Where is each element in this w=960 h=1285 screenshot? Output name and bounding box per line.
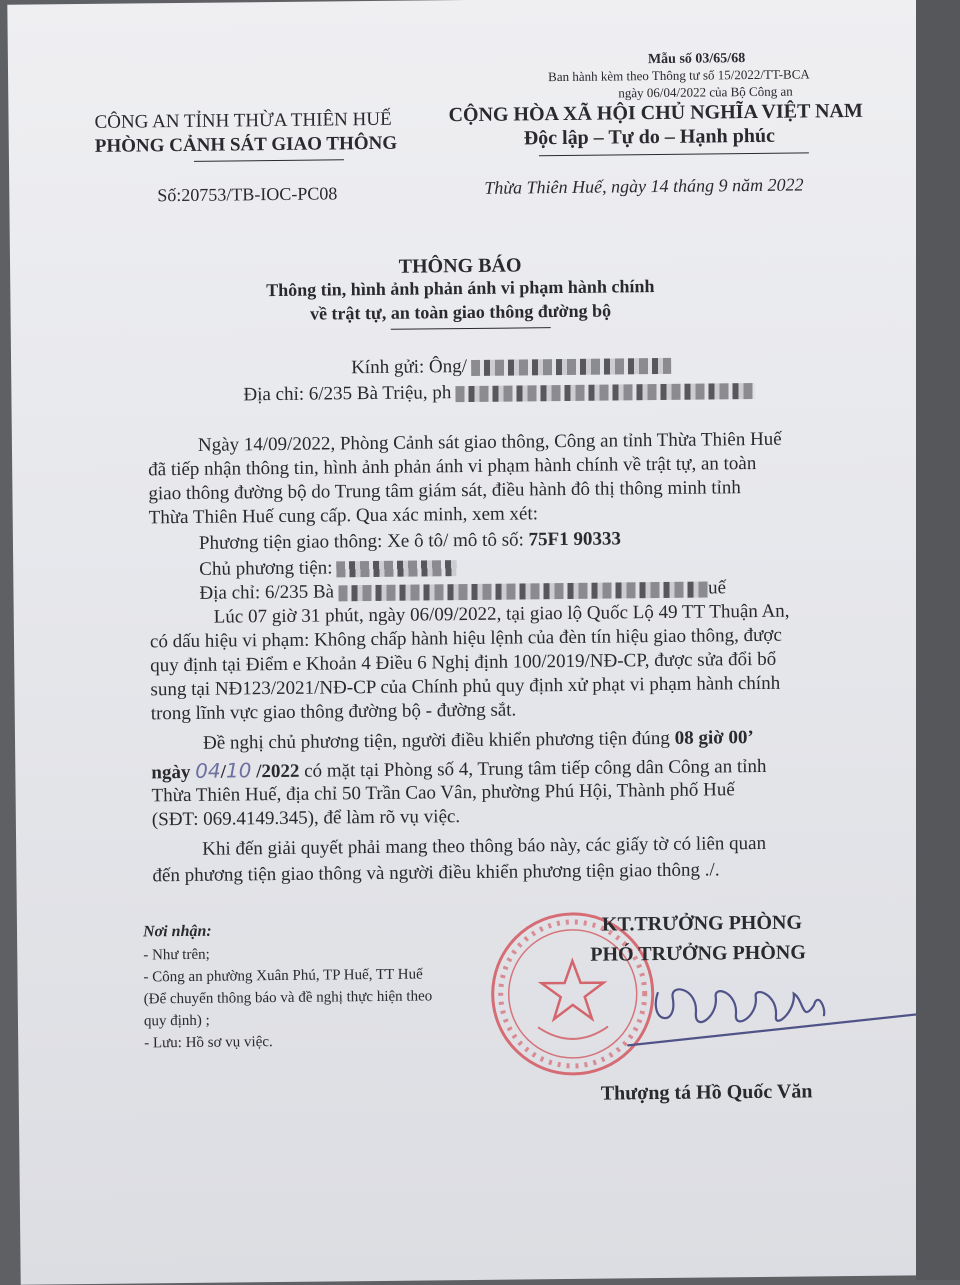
document-number: Số:20753/TB-IOC-PC08 <box>157 183 338 206</box>
signatory-title-2: PHÓ TRƯỞNG PHÒNG <box>590 941 806 966</box>
agency-name: CÔNG AN TỈNH THỪA THIÊN HUẾ <box>94 108 392 133</box>
document-subtitle-1: Thông tin, hình ảnh phản ánh vi phạm hành chính <box>266 276 655 301</box>
date-separator: / <box>220 761 227 783</box>
recipients-item-1: - Như trên; <box>143 946 210 964</box>
recipients-item-5: - Lưu: Hồ sơ vụ việc. <box>144 1034 273 1052</box>
redacted-owner-address <box>338 581 708 601</box>
appointment-location: có mặt tại Phòng số 4, Trung tâm tiếp công dân Công an tỉnh <box>299 755 767 782</box>
body-p2-l1: Lúc 07 giờ 31 phút, ngày 06/09/2022, tại giao lộ Quốc Lộ 49 TT Thuận An, <box>213 600 790 628</box>
background-edge <box>916 0 960 1280</box>
redacted-owner <box>336 560 456 577</box>
appointment-time: 08 giờ 00’ <box>674 727 754 749</box>
recipients-item-2: - Công an phường Xuân Phú, TP Huế, TT Huế <box>143 966 423 986</box>
signatory-title-1: KT.TRƯỞNG PHÒNG <box>601 911 803 936</box>
recipients-heading: Nơi nhận: <box>142 922 212 941</box>
handwritten-month: 10 <box>225 758 252 783</box>
body-p4-l1: Khi đến giải quyết phải mang theo thông báo này, các giấy tờ có liên quan <box>202 832 767 860</box>
body-p3-l3: Thừa Thiên Huế, địa chỉ 50 Trần Cao Vân, phường Phú Hội, Thành phố Huế <box>151 779 735 807</box>
signer-name: Thượng tá Hồ Quốc Văn <box>600 1080 813 1105</box>
body-p1-l3: giao thông đường bộ do Trung tâm giám sát, điều hành đô thị thông minh tỉnh <box>148 477 741 505</box>
appointment-year: /2022 <box>251 760 300 783</box>
owner-line <box>199 556 457 581</box>
recipient-label: Kính gửi: Ông/ <box>351 356 468 379</box>
form-issued-line: Ban hành kèm theo Thông tư số 15/2022/TT-BCA <box>548 66 810 85</box>
redacted-name <box>471 358 671 376</box>
form-number: Mẫu số 03/65/68 <box>647 51 746 68</box>
body-p1-l4: Thừa Thiên Huế cung cấp. Qua xác minh, xem xét: <box>148 503 539 529</box>
body-p2-l4: sung tại NĐ123/2021/NĐ-CP của Chính phủ quy định xử phạt vi phạm hành chính <box>150 672 781 701</box>
owner-address-line <box>199 577 726 605</box>
document-subtitle-2: về trật tự, an toàn giao thông đường bộ <box>309 300 612 324</box>
recipient-address-label: Địa chỉ: 6/235 Bà Triệu, ph <box>243 382 452 406</box>
department-name: PHÒNG CẢNH SÁT GIAO THÔNG <box>94 132 398 157</box>
body-p2-l5: trong lĩnh vực giao thông đường bộ - đường sắt. <box>150 699 517 725</box>
appointment-request: Đề nghị chủ phương tiện, người điều khiển phương tiện đúng <box>202 727 675 754</box>
handwritten-day: 04 <box>195 758 221 783</box>
body-p2-l3: quy định tại Điểm e Khoản 4 Điều 6 Nghị định 100/2019/NĐ-CP, được sửa đổi bổ <box>150 648 777 677</box>
body-p3-l4: (SĐT: 069.4149.345), để làm rõ vụ việc. <box>151 806 461 831</box>
owner-label: Chủ phương tiện: <box>199 557 333 580</box>
subtitle-underline <box>391 327 551 330</box>
place-date: Thừa Thiên Huế, ngày 14 tháng 9 năm 2022 <box>484 174 804 198</box>
owner-address-label: Địa chỉ: 6/235 Bà <box>199 581 335 604</box>
body-p4-l2: đến phương tiện giao thông và người điều khiển phương tiện giao thông ./. <box>152 859 720 887</box>
recipient-line <box>351 354 671 379</box>
recipients-item-4: quy định) ; <box>143 1012 210 1030</box>
date-label: ngày <box>151 761 196 784</box>
body-p3-l1 <box>203 727 754 755</box>
motto-underline <box>539 152 809 156</box>
handwritten-signature-icon <box>618 970 949 1063</box>
org-underline <box>194 159 344 162</box>
document-page <box>7 0 930 1285</box>
body-p1-l2: đã tiếp nhận thông tin, hình ảnh phản ánh vi phạm hành chính về trật tự, an toàn <box>148 452 757 481</box>
vehicle-plate: 75F1 90333 <box>528 528 622 551</box>
vehicle-line <box>199 528 621 554</box>
redacted-address <box>455 383 755 402</box>
country-name: CỘNG HÒA XÃ HỘI CHỦ NGHĨA VIỆT NAM <box>448 99 863 127</box>
vehicle-label: Phương tiện giao thông: Xe ô tô/ mô tô số: <box>198 529 529 554</box>
body-p2-l2: có dấu hiệu vi phạm: Không chấp hành hiệu lệnh của đèn tín hiệu giao thông, được <box>149 624 782 653</box>
document-title: THÔNG BÁO <box>398 254 522 278</box>
form-issued-date-line: ngày 06/04/2022 của Bộ Công an <box>618 83 793 101</box>
body-p1-l1: Ngày 14/09/2022, Phòng Cảnh sát giao thông, Công an tỉnh Thừa Thiên Huế <box>197 428 782 456</box>
owner-address-tail: uế <box>707 577 727 599</box>
national-motto: Độc lập – Tự do – Hạnh phúc <box>523 124 776 150</box>
recipients-item-3: (Để chuyển thông báo và đề nghị thực hiện theo <box>143 988 433 1008</box>
recipient-address-line <box>243 379 755 406</box>
